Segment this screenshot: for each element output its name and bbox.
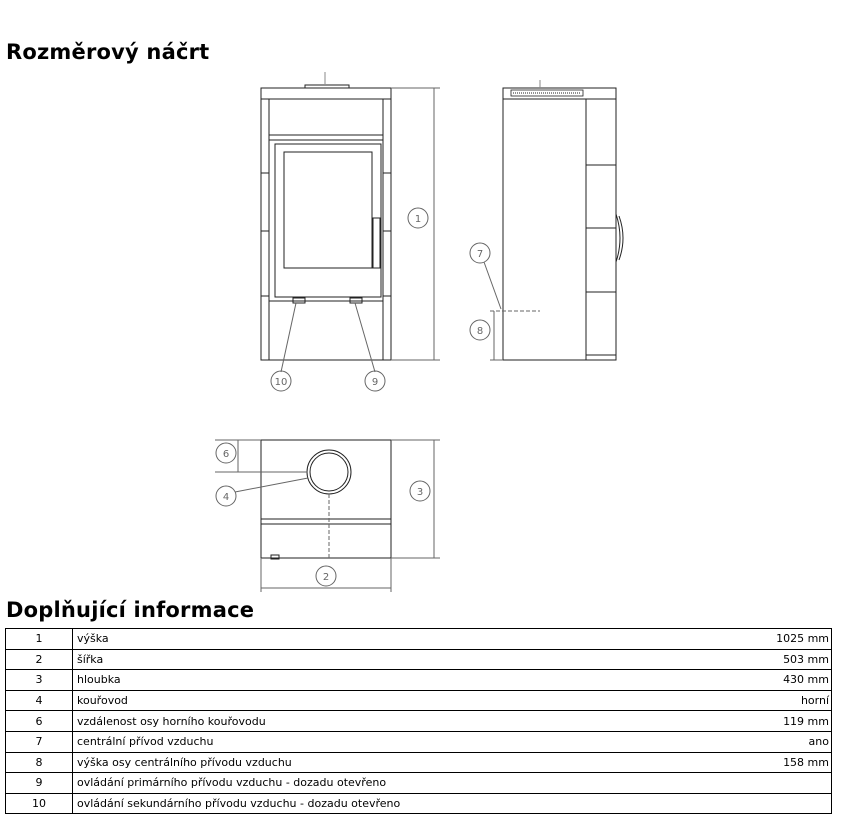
table-row (6, 711, 832, 732)
side-view (503, 80, 623, 360)
callout-1: 1 (414, 214, 422, 225)
row-label: výška osy centrálního přívodu vzduchu (73, 752, 678, 773)
row-label: vzdálenost osy horního kouřovodu (73, 711, 678, 732)
callout-2: 2 (322, 572, 330, 583)
row-number: 8 (6, 752, 73, 773)
table-row (6, 731, 832, 752)
table-row (6, 649, 832, 670)
row-value: horní (677, 690, 832, 711)
row-number: 3 (6, 670, 73, 691)
table-row (6, 773, 832, 794)
front-view (261, 72, 391, 360)
row-value: 119 mm (677, 711, 832, 732)
row-label: výška (73, 629, 678, 650)
callout-6: 6 (222, 449, 230, 460)
table-row (6, 690, 832, 711)
row-label: šířka (73, 649, 678, 670)
callout-8: 8 (476, 326, 484, 337)
callout-7: 7 (476, 249, 484, 260)
dimension-height (271, 88, 440, 391)
callout-labels (223, 214, 483, 583)
callout-10: 10 (274, 377, 288, 388)
row-value: 430 mm (677, 670, 832, 691)
row-label: ovládání primárního přívodu vzduchu - dozadu otevřeno (73, 773, 832, 794)
table-row (6, 752, 832, 773)
callout-3: 3 (416, 487, 424, 498)
row-number: 4 (6, 690, 73, 711)
row-label: ovládání sekundárního přívodu vzduchu - dozadu otevřeno (73, 793, 832, 814)
table-row (6, 629, 832, 650)
row-value: ano (677, 731, 832, 752)
info-heading: Doplňující informace (6, 598, 255, 622)
top-dimensions (215, 440, 440, 592)
sketch-heading: Rozměrový náčrt (6, 40, 210, 64)
callout-4: 4 (222, 492, 230, 503)
info-table (5, 628, 832, 814)
callout-9: 9 (371, 377, 379, 388)
row-number: 1 (6, 629, 73, 650)
row-label: hloubka (73, 670, 678, 691)
row-value: 503 mm (677, 649, 832, 670)
table-row (6, 670, 832, 691)
row-label: centrální přívod vzduchu (73, 731, 678, 752)
row-value: 1025 mm (677, 629, 832, 650)
row-label: kouřovod (73, 690, 678, 711)
row-value: 158 mm (677, 752, 832, 773)
row-number: 7 (6, 731, 73, 752)
row-number: 6 (6, 711, 73, 732)
row-number: 9 (6, 773, 73, 794)
table-row (6, 793, 832, 814)
row-number: 2 (6, 649, 73, 670)
top-view (261, 440, 391, 559)
row-number: 10 (6, 793, 73, 814)
dimension-air-intake (470, 243, 540, 360)
